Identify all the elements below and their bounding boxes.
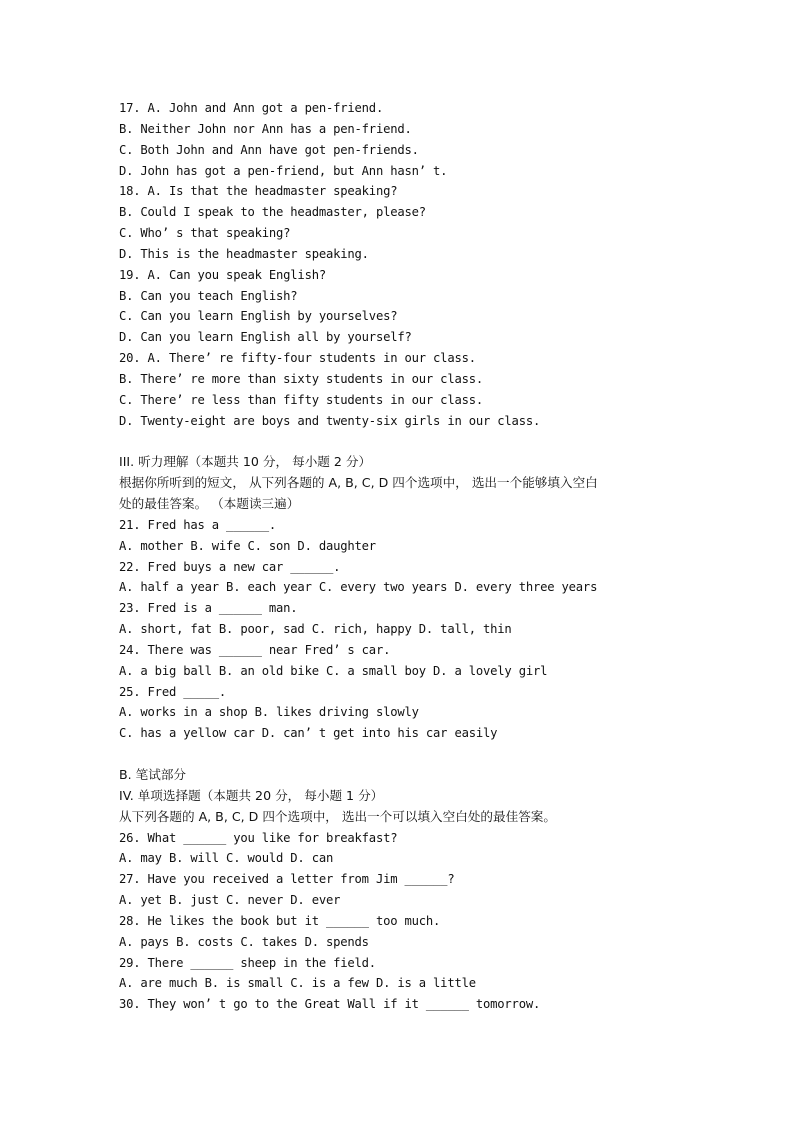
question-line: 29. There ______ sheep in the field. [119, 955, 376, 970]
question-line: 18. A. Is that the headmaster speaking? [119, 184, 398, 199]
section-heading: III. 听力理解（本题共 10 分， 每小题 2 分） [119, 454, 372, 470]
option-line: A. may B. will C. would D. can [119, 851, 334, 866]
listening-dialogue-questions [119, 98, 699, 432]
option-line: C. Who’ s that speaking? [119, 226, 291, 241]
option-line: D. Can you learn English all by yourself? [119, 330, 412, 345]
section-spacer [119, 432, 699, 453]
option-line: B. Neither John nor Ann has a pen-friend. [119, 121, 412, 136]
section-iii-listening-comprehension [119, 452, 699, 744]
option-line: C. There’ re less than fifty students in our class. [119, 392, 484, 407]
question-line: 27. Have you received a letter from Jim ______? [119, 872, 455, 887]
section-instruction: 根据你所听到的短文， 从下列各题的 A, B, C, D 四个选项中， 选出一个能够填入空白 [119, 475, 598, 491]
part-heading: B. 笔试部分 [119, 767, 187, 782]
question-line: 26. What ______ you like for breakfast? [119, 830, 398, 845]
option-line: A. a big ball B. an old bike C. a small boy D. a lovely girl [119, 663, 548, 678]
question-line: 19. A. Can you speak English? [119, 267, 326, 282]
question-line: 28. He likes the book but it ______ too much. [119, 913, 441, 928]
option-line: A. mother B. wife C. son D. daughter [119, 538, 376, 553]
option-line: A. short, fat B. poor, sad C. rich, happy D. tall, thin [119, 622, 512, 637]
question-line: 17. A. John and Ann got a pen-friend. [119, 101, 384, 115]
question-line: 22. Fred buys a new car ______. [119, 559, 341, 574]
option-line: B. There’ re more than sixty students in our class. [119, 371, 484, 386]
question-line: 21. Fred has a ______. [119, 517, 277, 532]
section-heading: IV. 单项选择题（本题共 20 分， 每小题 1 分） [119, 787, 384, 803]
option-line: A. are much B. is small C. is a few D. is a little [119, 976, 476, 991]
question-line: 20. A. There’ re fifty-four students in our class. [119, 351, 476, 366]
section-instruction: 从下列各题的 A, B, C, D 四个选项中， 选出一个可以填入空白处的最佳答案。 [119, 808, 556, 824]
question-line: 24. There was ______ near Fred’ s car. [119, 642, 391, 657]
option-line: B. Could I speak to the headmaster, please? [119, 205, 426, 220]
option-line: A. works in a shop B. likes driving slowly [119, 705, 419, 720]
document-page [119, 98, 699, 1015]
option-line: A. yet B. just C. never D. ever [119, 893, 341, 908]
section-b-written-part [119, 765, 699, 1015]
option-line: D. This is the headmaster speaking. [119, 246, 369, 261]
section-spacer [119, 744, 699, 765]
section-instruction: 处的最佳答案。 （本题读三遍） [119, 496, 300, 512]
question-line: 23. Fred is a ______ man. [119, 601, 298, 616]
option-line: D. John has got a pen-friend, but Ann hasn’ t. [119, 163, 448, 178]
option-line: C. Both John and Ann have got pen-friends. [119, 142, 419, 157]
question-line: 30. They won’ t go to the Great Wall if it ______ tomorrow. [119, 997, 541, 1012]
question-line: 25. Fred _____. [119, 684, 227, 699]
option-line: C. Can you learn English by yourselves? [119, 309, 398, 324]
option-line: D. Twenty-eight are boys and twenty-six girls in our class. [119, 413, 541, 428]
option-line: B. Can you teach English? [119, 288, 298, 303]
option-line: A. pays B. costs C. takes D. spends [119, 934, 369, 949]
option-line: A. half a year B. each year C. every two years D. every three years [119, 580, 598, 595]
option-line: C. has a yellow car D. can’ t get into his car easily [119, 726, 498, 741]
